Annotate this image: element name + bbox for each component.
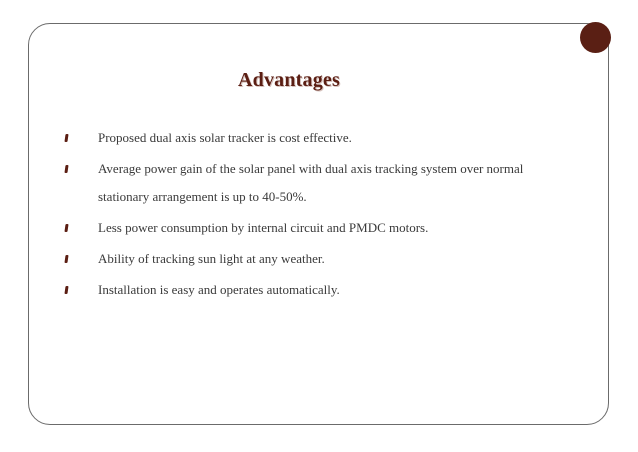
bullet-text: Installation is easy and operates automatically.: [98, 282, 340, 297]
bullet-item: [62, 245, 562, 273]
bullet-item: [62, 124, 562, 152]
bullet-item: [62, 155, 562, 211]
bullet-text: Average power gain of the solar panel with dual axis tracking system over normal stationary arrangement is up to 40-50%.: [98, 161, 524, 204]
bullet-icon: [64, 224, 68, 232]
bullet-icon: [64, 255, 68, 263]
bullet-icon: [64, 286, 68, 294]
bullet-icon: [64, 134, 68, 142]
bullet-item: [62, 214, 562, 242]
bullet-icon: [64, 165, 68, 173]
bullet-list: [62, 124, 562, 307]
bullet-text: Proposed dual axis solar tracker is cost effective.: [98, 130, 352, 145]
slide-title: Advantages: [237, 69, 340, 91]
bullet-text: Less power consumption by internal circuit and PMDC motors.: [98, 220, 429, 235]
bullet-text: Ability of tracking sun light at any weather.: [98, 251, 325, 266]
corner-dot-decoration: [580, 22, 611, 53]
bullet-item: [62, 276, 562, 304]
